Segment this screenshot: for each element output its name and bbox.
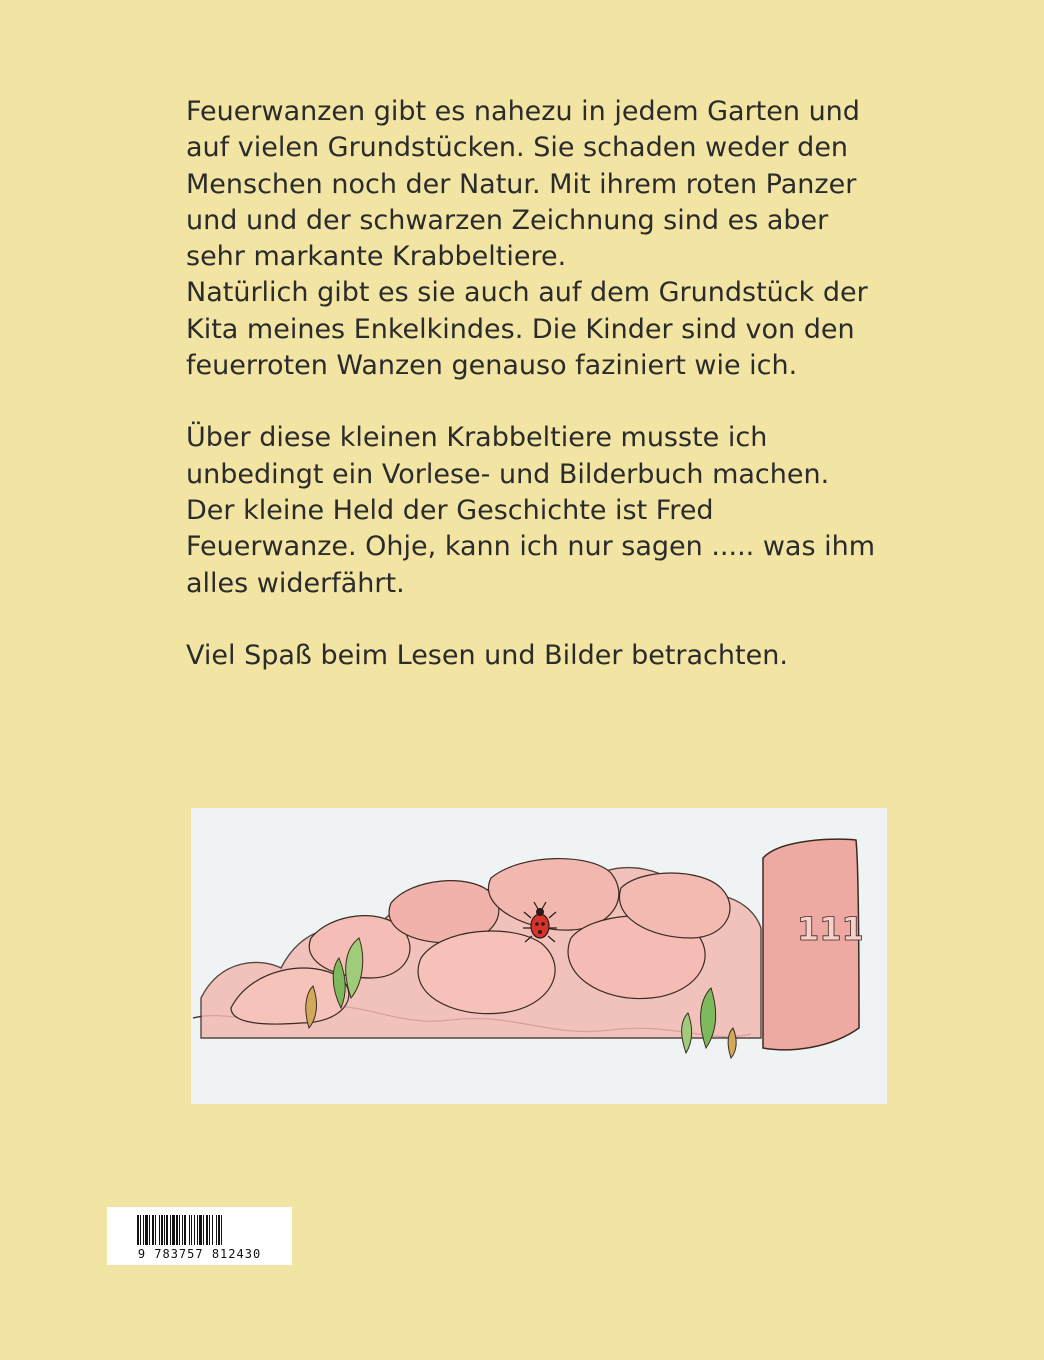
barcode-bar (149, 1215, 150, 1245)
barcode-bar (152, 1215, 154, 1245)
barcode-bar (143, 1215, 144, 1245)
barcode-bar (182, 1215, 183, 1245)
barcode-bar (145, 1215, 148, 1245)
barcode-bar (189, 1215, 190, 1245)
text-line: und und der schwarzen Zeichnung sind es aber (186, 204, 829, 236)
barcode-bar (218, 1215, 220, 1245)
barcode-bar (209, 1215, 210, 1245)
barcode-bars (107, 1207, 292, 1247)
barcode-bar (170, 1215, 171, 1245)
text-line: unbedingt ein Vorlese- und Bilderbuch machen. (186, 458, 830, 490)
barcode-bar (164, 1215, 165, 1245)
text-line: Menschen noch der Natur. Mit ihrem roten Panzer (186, 168, 857, 200)
barcode-bar (155, 1215, 156, 1245)
stone-pile-drawing (191, 808, 887, 1104)
barcode-bar (212, 1215, 213, 1245)
barcode-bar (176, 1215, 178, 1245)
grass-leaf (728, 1028, 736, 1058)
stone (418, 931, 555, 1014)
paragraph-gap (186, 384, 946, 420)
text-line: feuerroten Wanzen genauso faziniert wie ich. (186, 350, 798, 382)
text-line: Feuerwanzen gibt es nahezu in jedem Garten und (186, 96, 860, 127)
barcode-bar (221, 1215, 222, 1245)
barcode-bar (140, 1215, 141, 1245)
blurb-paragraph-3 (186, 638, 946, 674)
paragraph-gap (186, 602, 946, 638)
barcode-bar (203, 1215, 204, 1245)
blurb-text (186, 94, 946, 674)
text-line: auf vielen Grundstücken. Sie schaden weder den (186, 132, 849, 164)
text-line: Der kleine Held der Geschichte ist Fred (186, 494, 714, 526)
isbn-barcode (107, 1207, 292, 1265)
text-line: alles widerfährt. (186, 567, 405, 599)
stone-number: 111 (797, 910, 864, 948)
barcode-bar (199, 1215, 202, 1245)
barcode-bar (216, 1215, 217, 1245)
text-line: sehr markante Krabbeltiere. (186, 241, 567, 273)
barcode-bar (197, 1215, 198, 1245)
barcode-bar (179, 1215, 180, 1245)
isbn-digits: 9 783757 812430 (137, 1247, 262, 1261)
text-line: Viel Spaß beim Lesen und Bilder betrachten. (186, 639, 788, 671)
text-line: Kita meines Enkelkindes. Die Kinder sind von den (186, 313, 855, 345)
barcode-bar (161, 1215, 163, 1245)
blurb-paragraph-1 (186, 94, 946, 384)
barcode-bar (184, 1215, 186, 1245)
barcode-bar (166, 1215, 168, 1245)
barcode-bar (159, 1215, 160, 1245)
cover-illustration (191, 808, 887, 1104)
barcode-bar (172, 1215, 175, 1245)
barcode-bar (206, 1215, 208, 1245)
barcode-bar (191, 1215, 192, 1245)
barcode-bar (137, 1215, 139, 1245)
text-line: Natürlich gibt es sie auch auf dem Grundstück der (186, 277, 868, 309)
blurb-paragraph-2 (186, 420, 946, 601)
text-line: Feuerwanze. Ohje, kann ich nur sagen ..... was ihm (186, 531, 876, 563)
barcode-bar (194, 1215, 195, 1245)
text-line: Über diese kleinen Krabbeltiere musste ich (186, 422, 768, 454)
